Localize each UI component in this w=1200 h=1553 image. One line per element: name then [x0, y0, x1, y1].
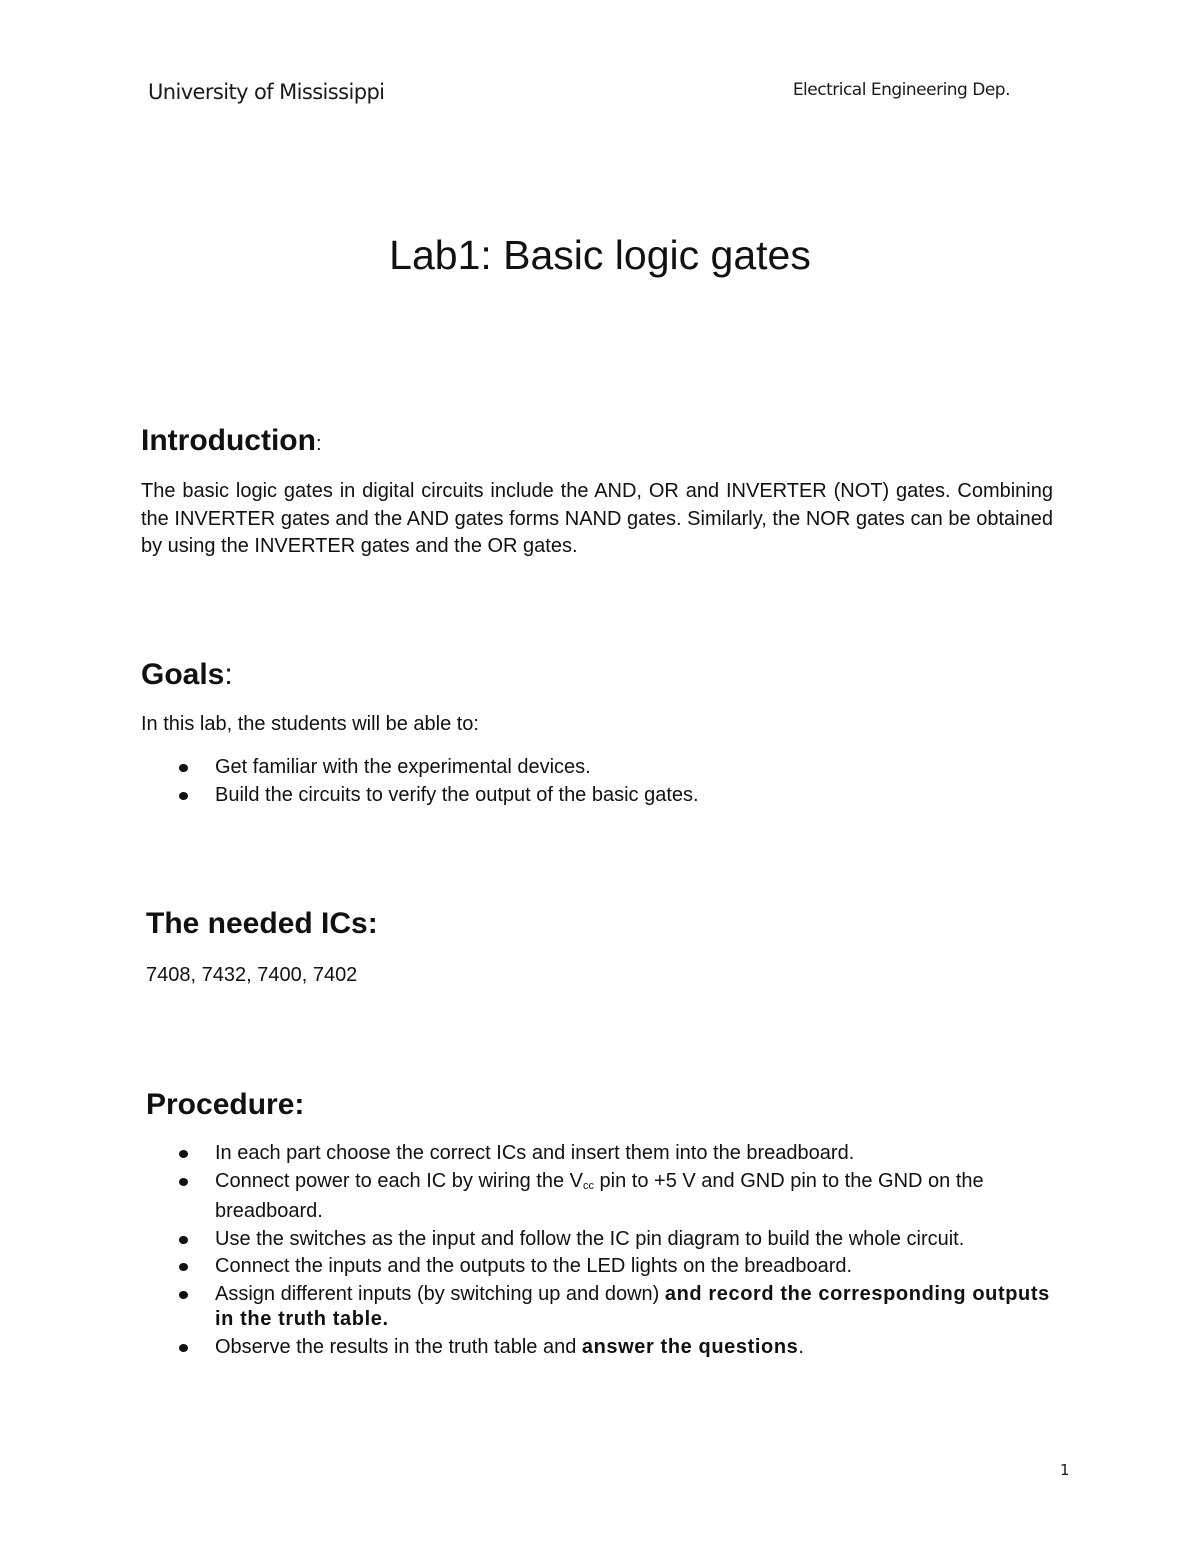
- goals-heading-colon: :: [224, 658, 233, 691]
- goal-item-text: Build the circuits to verify the output of the basic gates.: [215, 783, 699, 806]
- document-title: Lab1: Basic logic gates: [389, 232, 811, 278]
- procedure-item-text: Use the switches as the input and follow the IC pin diagram to build the whole circuit.: [215, 1227, 965, 1250]
- list-item: [141, 1335, 1061, 1361]
- bullet-icon: [179, 764, 188, 772]
- procedure-item-text: In each part choose the correct ICs and insert them into the breadboard.: [215, 1142, 855, 1164]
- bullet-icon: [179, 1236, 188, 1244]
- list-item: [141, 1169, 1061, 1225]
- procedure-item-text-continued: pin to +5 V and GND pin to the GND on the breadboard.: [215, 1169, 984, 1222]
- goals-heading-text: Goals: [141, 658, 225, 691]
- list-item: [141, 1254, 1061, 1280]
- bullet-icon: [179, 792, 188, 800]
- procedure-heading: Procedure:: [146, 1088, 305, 1121]
- introduction-heading-text: Introduction: [141, 424, 316, 457]
- vcc-subscript: cc: [582, 1179, 594, 1192]
- list-item: [141, 755, 1061, 781]
- procedure-item-text: Observe the results in the truth table and: [215, 1335, 582, 1358]
- bullet-icon: [179, 1150, 188, 1158]
- page-number: 1: [1060, 1461, 1070, 1479]
- introduction-paragraph: The basic logic gates in digital circuits include the AND, OR and INVERTER (NOT) gates. Combining the INVERTER gates and the AND gates forms NAND gates. Similarly, the NOR gates can be obtained by using the INVERTER gates and the OR gates.: [141, 480, 1053, 557]
- goal-item-text: Get familiar with the experimental devices.: [215, 756, 591, 778]
- introduction-heading: [141, 424, 322, 458]
- needed-ics-heading: The needed ICs:: [146, 907, 378, 940]
- needed-ics-list: 7408, 7432, 7400, 7402: [146, 964, 358, 986]
- goals-list: [141, 755, 1061, 810]
- procedure-item-bold-text: answer the questions: [581, 1335, 799, 1358]
- bullet-icon: [179, 1291, 188, 1299]
- goals-heading: [141, 658, 233, 692]
- introduction-heading-colon: :: [315, 433, 322, 455]
- procedure-list: [141, 1141, 1061, 1362]
- goals-lead-text: In this lab, the students will be able to:: [141, 713, 479, 735]
- procedure-item-text: Connect power to each IC by wiring the V: [215, 1169, 583, 1192]
- procedure-item-text-end: .: [798, 1335, 804, 1358]
- list-item: [141, 1282, 1061, 1333]
- header-department-name: Electrical Engineering Dep.: [792, 80, 1010, 100]
- bullet-icon: [179, 1263, 188, 1271]
- list-item: [141, 1141, 1061, 1167]
- list-item: [141, 1227, 1061, 1253]
- procedure-item-bold-text: and record the corresponding outputs in the truth table.: [215, 1282, 1050, 1330]
- procedure-item-text: Connect the inputs and the outputs to the LED lights on the breadboard.: [215, 1255, 853, 1277]
- procedure-item-text: Assign different inputs (by switching up and down): [215, 1282, 665, 1305]
- bullet-icon: [179, 1178, 188, 1186]
- bullet-icon: [179, 1344, 188, 1352]
- list-item: [141, 783, 1061, 809]
- header-university-name: University of Mississippi: [148, 80, 385, 104]
